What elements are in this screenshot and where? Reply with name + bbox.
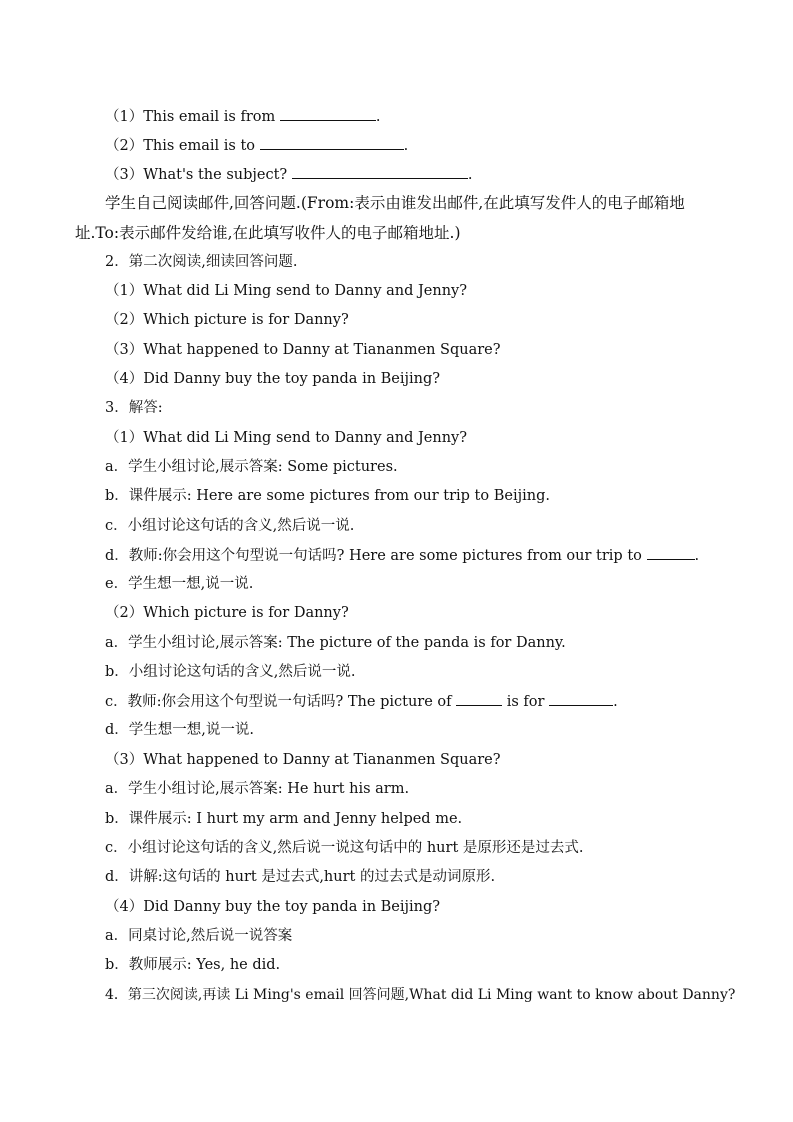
answer1-question: （1）What did Li Ming send to Danny and Jenny? (105, 430, 468, 446)
answer1-item-d: d．教师:你会用这个句型说一句话吗? Here are some pictures from our trip to . (105, 545, 699, 566)
answer3-item-d: d．讲解:这句话的 hurt 是过去式,hurt 的过去式是动词原形. (105, 869, 496, 885)
step2-title: 2．第二次阅读,细读回答问题. (105, 254, 298, 270)
question-to: （2）This email is to . (105, 135, 408, 156)
answer2-item-c: c．教师:你会用这个句型说一句话吗? The picture of is for . (105, 691, 618, 712)
answer-blank-picture-of[interactable] (456, 691, 502, 706)
answer-blank-to[interactable] (260, 135, 404, 150)
answer2-item-a: a．学生小组讨论,展示答案: The picture of the panda is for Danny. (105, 635, 566, 651)
step2-question-2: （2）Which picture is for Danny? (105, 312, 349, 328)
answer4-question: （4）Did Danny buy the toy panda in Beijing? (105, 899, 441, 915)
intro-paragraph-line1: 学生自己阅读邮件,回答问题.(From:表示由谁发出邮件,在此填写发件人的电子邮箱地 (105, 194, 685, 212)
step3-title: 3．解答: (105, 400, 163, 416)
answer3-question: （3）What happened to Danny at Tiananmen Square? (105, 752, 501, 768)
question-subject-label: （3）What's the subject? (105, 167, 288, 183)
step2-question-3: （3）What happened to Danny at Tiananmen Square? (105, 342, 501, 358)
question-from-label: （1）This email is from (105, 109, 276, 125)
answer2-item-d: d．学生想一想,说一说. (105, 722, 254, 738)
intro-paragraph-line2: 址.To:表示邮件发给谁,在此填写收件人的电子邮箱地址.) (75, 224, 461, 242)
answer1-item-b: b．课件展示: Here are some pictures from our trip to Beijing. (105, 488, 550, 504)
question-to-label: （2）This email is to (105, 138, 256, 154)
answer1-item-e: e．学生想一想,说一说. (105, 576, 254, 592)
answer3-item-c: c．小组讨论这句话的含义,然后说一说这句话中的 hurt 是原形还是过去式. (105, 840, 584, 856)
answer-blank-trip[interactable] (647, 545, 695, 560)
answer1-item-c: c．小组讨论这句话的含义,然后说一说. (105, 518, 355, 534)
answer4-item-a: a．同桌讨论,然后说一说答案 (105, 928, 293, 944)
question-from: （1）This email is from . (105, 106, 380, 127)
answer4-item-b: b．教师展示: Yes, he did. (105, 957, 281, 973)
answer-blank-is-for[interactable] (549, 691, 613, 706)
answer2-question: （2）Which picture is for Danny? (105, 605, 349, 621)
answer-blank-subject[interactable] (292, 164, 468, 179)
answer3-item-b: b．课件展示: I hurt my arm and Jenny helped me. (105, 811, 463, 827)
step4-title: 4．第三次阅读,再读 Li Ming's email 回答问题,What did Li Ming want to know about Danny? (105, 987, 736, 1003)
step2-question-1: （1）What did Li Ming send to Danny and Jenny? (105, 283, 468, 299)
step2-question-4: （4）Did Danny buy the toy panda in Beijing? (105, 371, 441, 387)
answer1-item-a: a．学生小组讨论,展示答案: Some pictures. (105, 459, 398, 475)
answer-blank-from[interactable] (280, 106, 376, 121)
answer2-item-b: b．小组讨论这句话的含义,然后说一说. (105, 664, 356, 680)
question-subject: （3）What's the subject? . (105, 164, 472, 185)
answer3-item-a: a．学生小组讨论,展示答案: He hurt his arm. (105, 781, 410, 797)
